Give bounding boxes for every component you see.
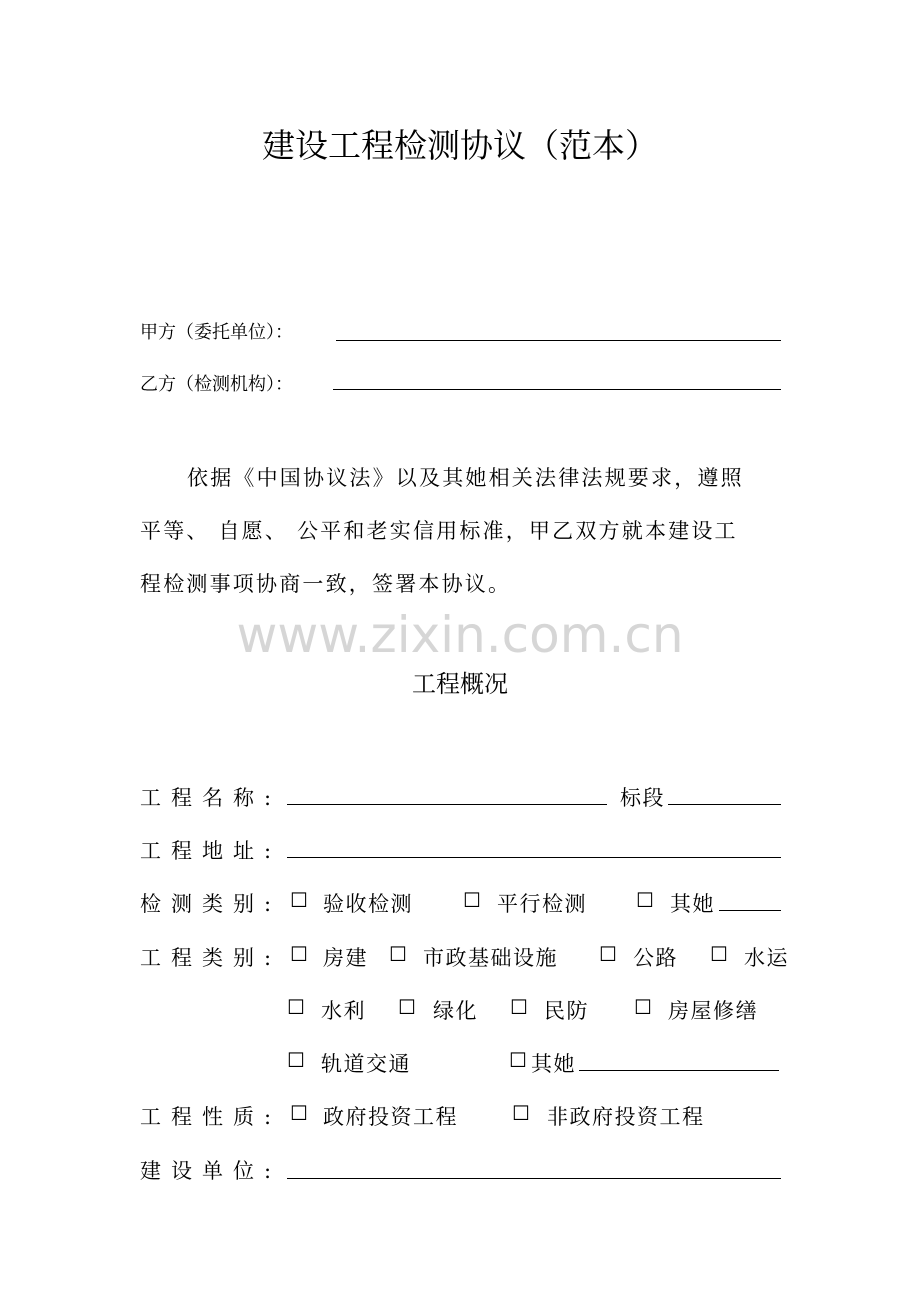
section-title: 工程概况: [412, 670, 508, 698]
project-address-label: 工程地址:: [140, 839, 282, 863]
builder-label: 建设单位:: [140, 1159, 282, 1183]
checkbox-rail-transit[interactable]: ☐: [287, 1048, 305, 1072]
option-highway: 公路: [633, 946, 678, 970]
checkbox-municipal[interactable]: ☐: [389, 942, 407, 966]
option-acceptance: 验收检测: [323, 892, 413, 916]
option-water-conservancy: 水利: [321, 999, 366, 1023]
checkbox-government[interactable]: ☐: [290, 1101, 308, 1125]
party-a-field[interactable]: [336, 340, 781, 341]
section-label: 标段: [620, 786, 665, 810]
option-non-government: 非政府投资工程: [547, 1105, 705, 1129]
checkbox-water-conservancy[interactable]: ☐: [287, 995, 305, 1019]
option-category-other: 其她: [531, 1052, 576, 1076]
option-rail-transit: 轨道交通: [321, 1052, 411, 1076]
checkbox-highway[interactable]: ☐: [599, 942, 617, 966]
option-renovation: 房屋修缮: [668, 999, 758, 1023]
party-b-label: 乙方（检测机构）：: [140, 374, 293, 395]
option-greening: 绿化: [433, 999, 478, 1023]
checkbox-parallel[interactable]: ☐: [463, 888, 481, 912]
checkbox-non-government[interactable]: ☐: [512, 1101, 530, 1125]
checkbox-waterway[interactable]: ☐: [710, 942, 728, 966]
checkbox-inspection-other[interactable]: ☐: [636, 888, 654, 912]
project-name-field[interactable]: [287, 804, 607, 805]
inspection-type-label: 检测类别:: [140, 892, 282, 916]
checkbox-greening[interactable]: ☐: [398, 995, 416, 1019]
builder-field[interactable]: [287, 1178, 781, 1179]
watermark: www.zixin.com.cn: [236, 606, 684, 664]
project-address-field[interactable]: [287, 857, 781, 858]
project-category-label: 工程类别:: [140, 946, 282, 970]
option-waterway: 水运: [744, 946, 789, 970]
option-municipal: 市政基础设施: [423, 946, 558, 970]
option-housing: 房建: [323, 946, 368, 970]
option-inspection-other: 其她: [670, 892, 715, 916]
project-name-label: 工程名称:: [140, 786, 282, 810]
inspection-other-field[interactable]: [719, 910, 781, 911]
party-b-field[interactable]: [333, 389, 781, 390]
checkbox-acceptance[interactable]: ☐: [290, 888, 308, 912]
party-a-label: 甲方（委托单位）：: [140, 322, 293, 343]
option-civil-defense: 民防: [544, 999, 589, 1023]
checkbox-civil-defense[interactable]: ☐: [510, 995, 528, 1019]
option-government: 政府投资工程: [323, 1105, 458, 1129]
document-title: 建设工程检测协议（范本）: [262, 126, 658, 165]
category-other-field[interactable]: [579, 1070, 779, 1071]
project-nature-label: 工程性质:: [140, 1105, 282, 1129]
section-field[interactable]: [668, 804, 781, 805]
intro-line-3: 程检测事项协商一致，签署本协议。: [140, 572, 512, 596]
checkbox-category-other[interactable]: ☐: [509, 1048, 527, 1072]
checkbox-renovation[interactable]: ☐: [634, 995, 652, 1019]
option-parallel: 平行检测: [497, 892, 587, 916]
checkbox-housing[interactable]: ☐: [290, 942, 308, 966]
intro-line-1: 依据《中国协议法》以及其她相关法律法规要求，遵照: [187, 466, 744, 490]
intro-line-2: 平等、 自愿、 公平和老实信用标准，甲乙双方就本建设工: [140, 519, 738, 543]
